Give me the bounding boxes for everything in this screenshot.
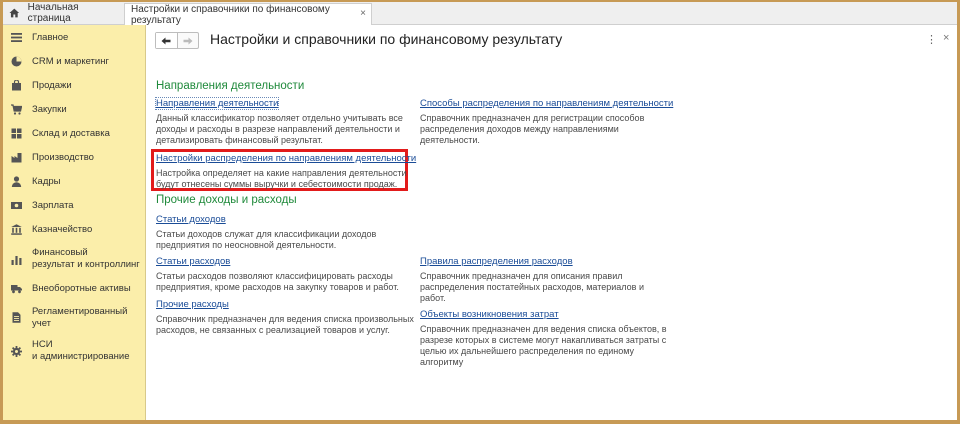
sidebar-item-label: Внеоборотные активы — [32, 283, 131, 294]
sidebar-item-payroll[interactable] — [3, 198, 145, 212]
sidebar-item-crm[interactable] — [3, 54, 145, 68]
main-content — [146, 25, 957, 420]
sidebar-item-label: Казначейство — [32, 224, 93, 235]
link-income-items[interactable]: Статьи доходов — [156, 214, 226, 225]
sidebar-item-regulated-accounting[interactable] — [3, 305, 145, 331]
sidebar-item-label: Зарплата — [32, 200, 74, 211]
description-line: предприятия по неосновной деятельности. — [156, 240, 337, 250]
sidebar-item-purchases[interactable] — [3, 102, 145, 116]
bar-chart-icon — [11, 254, 22, 265]
description-line: Статьи доходов служат для классификации доходов — [156, 229, 377, 239]
sidebar-item-label: Регламентированный — [32, 306, 128, 317]
sidebar-item-production[interactable] — [3, 150, 145, 164]
description-line: деятельности. — [420, 135, 480, 145]
description-expense-items — [156, 271, 399, 293]
description-line: Справочник предназначен для описания правил — [420, 271, 623, 281]
section-title-other: Прочие доходы и расходы — [156, 194, 297, 206]
sidebar-item-label: НСИ — [32, 339, 53, 350]
back-button[interactable] — [156, 33, 178, 48]
money-icon — [11, 200, 22, 211]
description-other-expenses — [156, 314, 414, 336]
link-expense-items[interactable]: Статьи расходов — [156, 256, 231, 267]
tab-bar — [3, 2, 957, 25]
description-line: Данный классификатор позволяет отдельно учитывать все — [156, 113, 403, 123]
person-icon — [11, 176, 22, 187]
navigation-buttons — [155, 32, 199, 49]
close-icon[interactable]: × — [943, 32, 950, 44]
sidebar-item-label: Склад и доставка — [32, 128, 110, 139]
warehouse-icon — [11, 128, 22, 139]
home-icon — [9, 8, 20, 18]
sidebar-item-main[interactable] — [3, 30, 145, 44]
sidebar-item-label: Продажи — [32, 80, 72, 91]
description-income-items — [156, 229, 376, 251]
sidebar-item-label: Финансовый — [32, 247, 88, 258]
description-line: разрезе которых в системе могут накапливаться затраты с — [420, 335, 667, 345]
description-line: Справочник предназначен для регистрации способов — [420, 113, 645, 123]
description-expense-distribution-rules — [420, 271, 644, 304]
description-line: доходы и расходы в разрезе направлений деятельности и — [156, 124, 400, 134]
application-window — [3, 2, 957, 420]
cart-icon — [11, 104, 22, 115]
link-cost-objects[interactable]: Объекты возникновения затрат — [420, 309, 559, 320]
arrow-right-icon — [183, 37, 193, 45]
sidebar-item-label: Главное — [32, 32, 69, 43]
pie-chart-icon — [11, 56, 22, 67]
description-line: Статьи расходов позволяют классифицировать расходы — [156, 271, 393, 281]
more-options-icon[interactable]: ⋮ — [926, 34, 937, 46]
arrow-left-icon — [161, 37, 171, 45]
sidebar-item-treasury[interactable] — [3, 222, 145, 236]
description-distribution-settings — [156, 168, 406, 190]
description-cost-objects — [420, 324, 667, 368]
link-expense-distribution-rules[interactable]: Правила распределения расходов — [420, 256, 573, 267]
description-line: работ. — [420, 293, 446, 303]
sidebar-item-admin[interactable] — [3, 338, 145, 364]
menu-icon — [11, 32, 22, 43]
bank-icon — [11, 224, 22, 235]
page-title: Настройки и справочники по финансовому результату — [210, 31, 563, 47]
sidebar-item-label: результат и контроллинг — [32, 259, 140, 270]
link-distribution-settings[interactable]: Настройки распределения по направлениям деятельности — [156, 153, 417, 164]
description-line: алгоритму — [420, 357, 464, 367]
section-title-directions: Направления деятельности — [156, 80, 305, 92]
link-other-expenses[interactable]: Прочие расходы — [156, 299, 229, 310]
tab-home[interactable] — [3, 2, 121, 24]
sidebar-item-label: и администрирование — [32, 351, 130, 362]
description-line: Справочник предназначен для ведения списка объектов, в — [420, 324, 667, 334]
tab-home-label: Начальная страница — [27, 2, 79, 24]
sidebar-item-financial-result[interactable] — [3, 246, 145, 272]
factory-icon — [11, 152, 22, 163]
description-line: Настройка определяет на какие направления деятельности — [156, 168, 407, 178]
sidebar-item-label: CRM и маркетинг — [32, 56, 109, 67]
gear-icon — [11, 346, 22, 357]
description-line: Справочник предназначен для ведения списка произвольных — [156, 314, 414, 324]
description-line: расходов, не связанных с реализацией товаров и услуг. — [156, 325, 390, 335]
sidebar-item-label: учет — [32, 318, 52, 329]
sidebar-item-hr[interactable] — [3, 174, 145, 188]
description-line: предприятия, кроме расходов на закупку товаров и работ. — [156, 282, 399, 292]
shopping-bag-icon — [11, 80, 22, 91]
forward-button[interactable] — [178, 33, 199, 48]
tab-financial-results-label: Настройки и справочники по финансовому результату — [131, 3, 330, 26]
document-icon — [11, 312, 22, 323]
description-line: целью их дальнейшего распределения по единому — [420, 346, 635, 356]
description-directions — [156, 113, 403, 146]
sidebar-item-warehouse[interactable] — [3, 126, 145, 140]
sidebar-item-fixed-assets[interactable] — [3, 281, 145, 295]
link-distribution-methods[interactable]: Способы распределения по направлениям деятельности — [420, 98, 674, 109]
sidebar-item-label: Закупки — [32, 104, 67, 115]
link-directions[interactable]: Направления деятельности — [156, 98, 279, 109]
description-distribution-methods — [420, 113, 644, 146]
description-line: будут отнесены суммы выручки и себестоимости продаж. — [156, 179, 398, 189]
description-line: распределения доходов между направлениями — [420, 124, 619, 134]
tab-financial-results[interactable] — [124, 3, 372, 25]
sidebar — [3, 25, 146, 420]
sidebar-item-label: Производство — [32, 152, 94, 163]
truck-icon — [11, 283, 22, 294]
sidebar-item-label: Кадры — [32, 176, 61, 187]
description-line: детализировать финансовый результат. — [156, 135, 323, 145]
description-line: распределения постатейных расходов, материалов и — [420, 282, 644, 292]
sidebar-item-sales[interactable] — [3, 78, 145, 92]
tab-close-icon[interactable]: × — [360, 8, 366, 19]
